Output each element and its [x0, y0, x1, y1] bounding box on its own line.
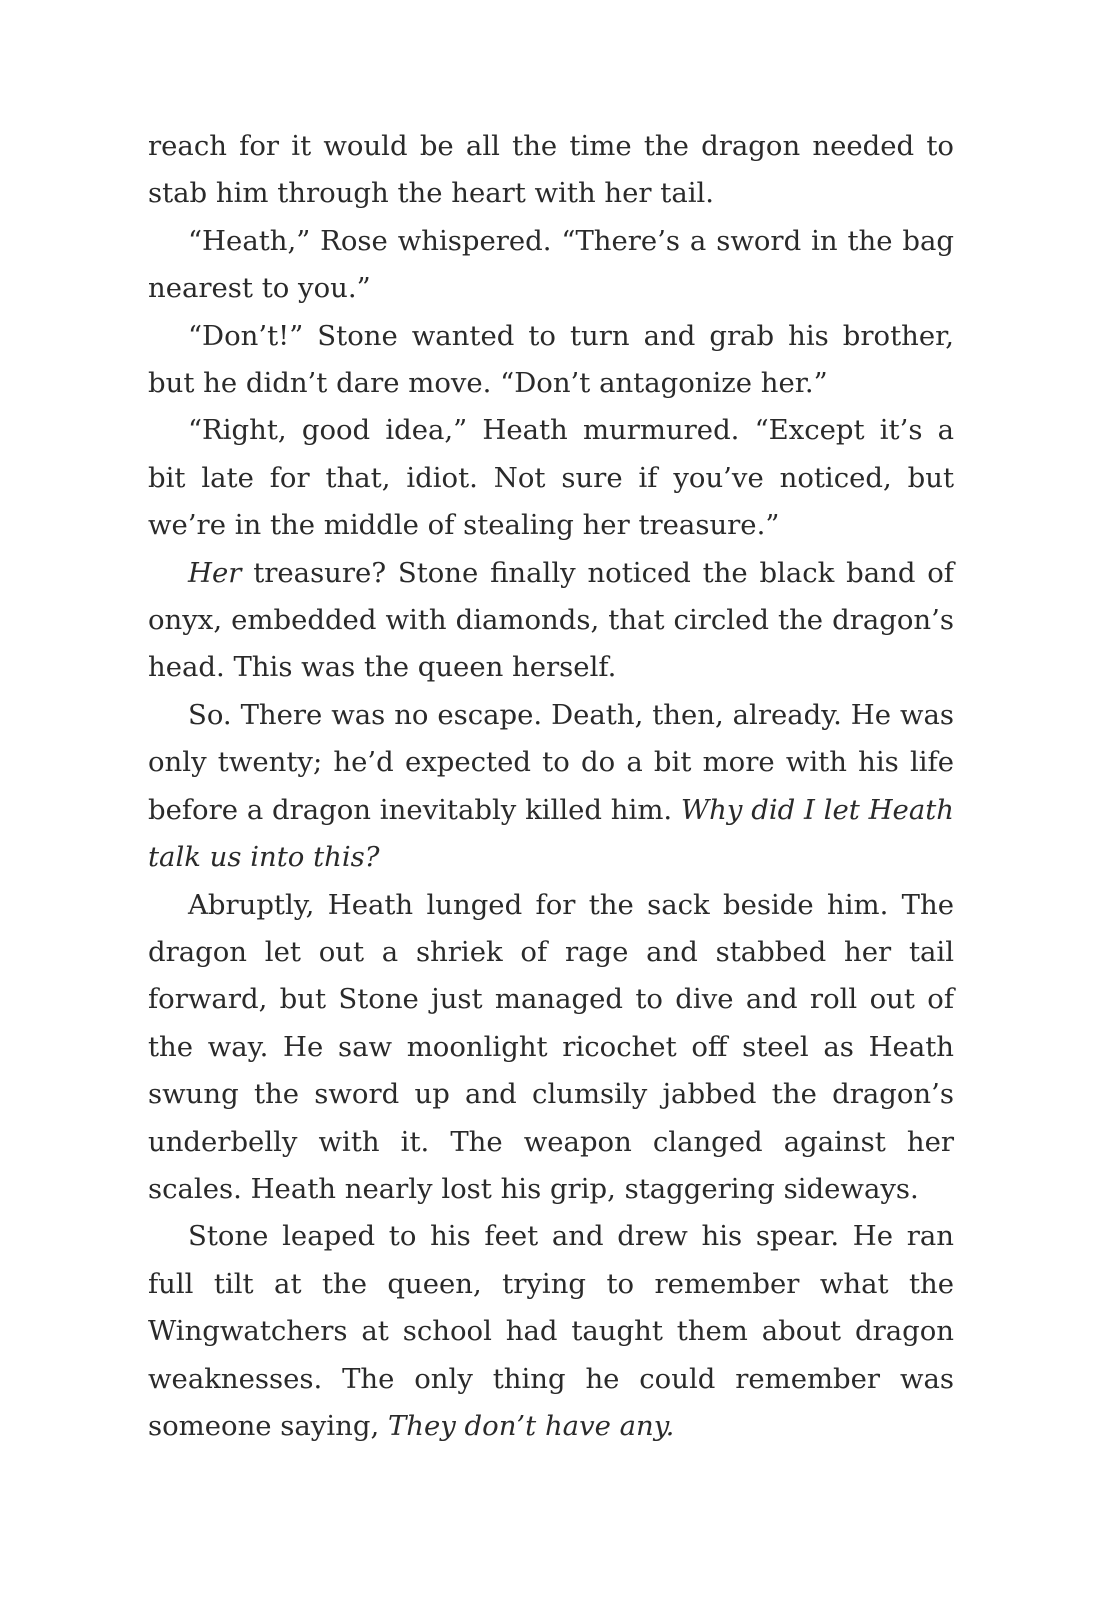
- paragraph-5-text: treasure? Stone finally noticed the black band of onyx, embedded with diamonds, that circled the dragon’s head. This was the queen herself.: [148, 556, 954, 684]
- paragraph-6-text: So. There was no escape. Death, then, already. He was only twenty; he’d expected to do a bit more with his life before a dragon inevitably killed him.: [148, 698, 954, 826]
- paragraph-5-italic-text: Her: [188, 556, 242, 589]
- paragraph-3: [148, 313, 954, 408]
- paragraph-4-text: “Right, good idea,” Heath murmured. “Except it’s a bit late for that, idiot. Not sure if you’ve noticed, but we’re in the middle of stealing her treasure.”: [148, 414, 954, 542]
- paragraph-1: [148, 123, 954, 218]
- paragraph-2-text: “Heath,” Rose whispered. “There’s a sword in the bag nearest to you.”: [148, 224, 954, 305]
- paragraph-4: [148, 407, 954, 549]
- paragraph-8-text: Stone leaped to his feet and drew his spear. He ran full tilt at the queen, trying to remember what the Wingwatchers at school had taught them about dragon weaknesses. The only thing he could remember was someone saying,: [148, 1220, 954, 1442]
- paragraph-6: [148, 692, 954, 882]
- page-body: [148, 123, 954, 1450]
- paragraph-1-text: reach for it would be all the time the dragon needed to stab him through the heart with her tail.: [148, 130, 954, 210]
- paragraph-6-italic-text: Why did I let Heath talk us into this?: [148, 793, 954, 874]
- paragraph-2: [148, 218, 954, 313]
- paragraph-7: [148, 882, 954, 1214]
- paragraph-5: [148, 550, 954, 692]
- paragraph-8: [148, 1213, 954, 1450]
- paragraph-3-text: “Don’t!” Stone wanted to turn and grab his brother, but he didn’t dare move. “Don’t antagonize her.”: [148, 319, 954, 400]
- paragraph-8-italic-text: They don’t have any.: [387, 1409, 675, 1442]
- paragraph-7-text: Abruptly, Heath lunged for the sack beside him. The dragon let out a shriek of rage and stabbed her tail forward, but Stone just managed to dive and roll out of the way. He saw moonlight ricochet off steel as Heath swung the sword up and clumsily jabbed the dragon’s underbelly with it. The weapon clanged against her scales. Heath nearly lost his grip, staggering sideways.: [148, 888, 954, 1205]
